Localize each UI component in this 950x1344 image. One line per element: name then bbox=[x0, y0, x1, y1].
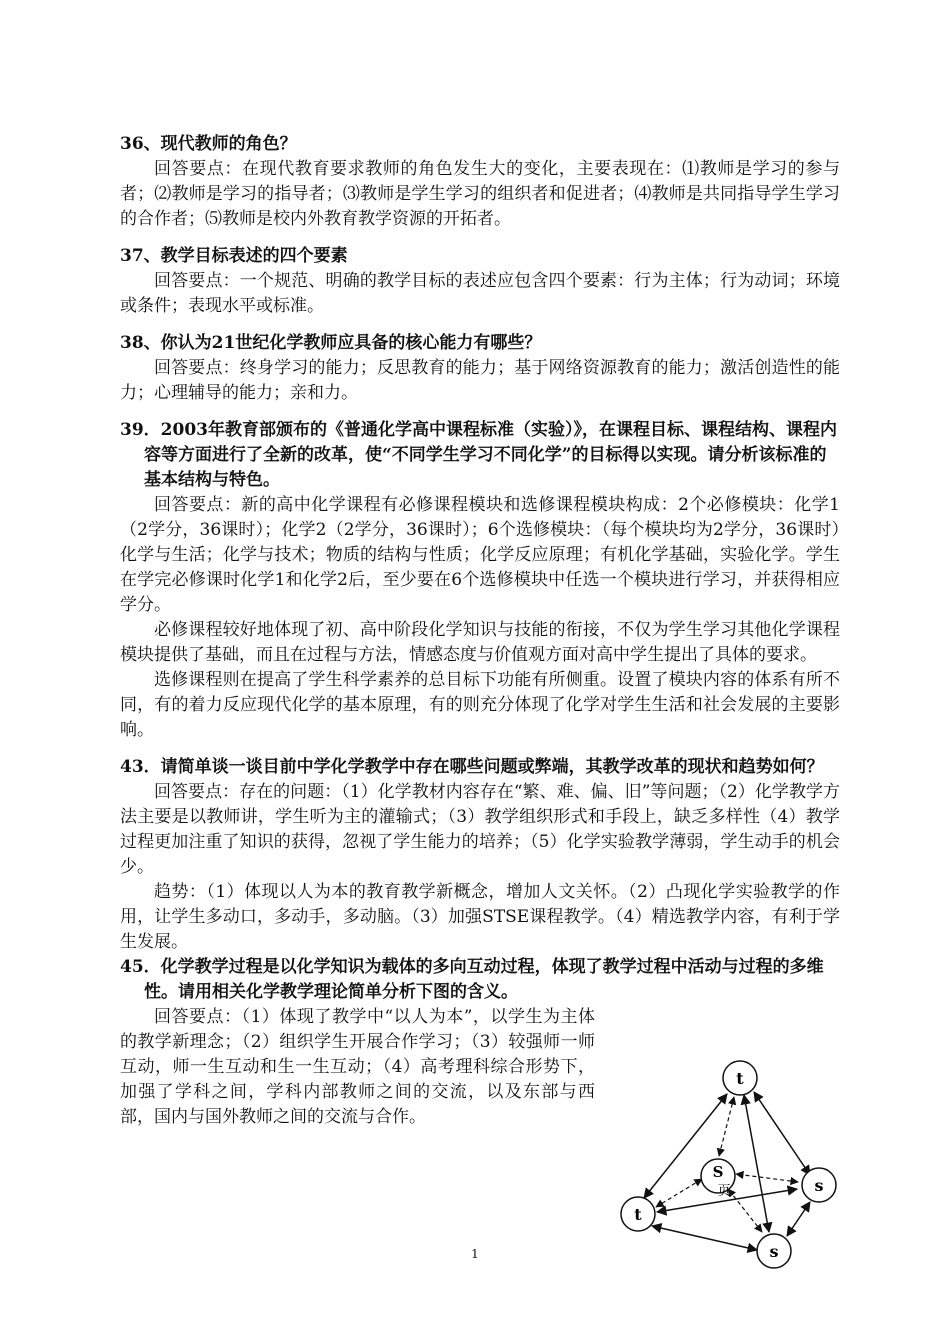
answer-39-p3: 选修课程则在提高了学生科学素养的总目标下功能有所侧重。设置了模块内容的体系有所不同，有的着力反应现代化学的基本原理，有的则充分体现了化学对学生生活和社会发展的主要影响。 bbox=[120, 670, 840, 740]
edge-sright-scenter bbox=[736, 1174, 798, 1182]
answer-38: 回答要点：终身学习的能力；反思教育的能力；基于网络资源教育的能力；激活创造性的能力；心理辅导的能力；亲和力。 bbox=[120, 358, 840, 403]
answer-36: 回答要点：在现代教育要求教师的角色发生大的变化，主要表现在：⑴教师是学习的参与者；⑵教师是学习的指导者；⑶教师是学生学习的组织者和促进者；⑷教师是共同指导学生学习的合作者；⑸教师是校内外教育教学资源的开拓者。 bbox=[120, 159, 840, 229]
question-37: 37、教学目标表述的四个要素 bbox=[120, 246, 348, 266]
node-s-center-sub: 页 bbox=[717, 1184, 731, 1199]
node-s-bottom-label: s bbox=[769, 1242, 779, 1261]
question-43: 43．请简单谈一谈目前中学化学教学中存在哪些问题或弊端，其教学改革的现状和趋势如何？ bbox=[120, 757, 824, 777]
document-body bbox=[120, 132, 840, 1130]
answer-45: 回答要点：（1）体现了教学中“以人为本”，以学生为主体的教学新理念；（2）组织学生开展合作学习；（3）较强师一师互动，师一生互动和生一生互动；（4）高考理科综合形势下，加强了学科之间，学科内部教师之间的交流，以及东部与西部，国内与国外教师之间的交流与合作。 bbox=[120, 1007, 595, 1127]
question-36: 36、现代教师的角色？ bbox=[120, 134, 297, 154]
node-t-top bbox=[723, 1061, 757, 1095]
answer-43-p1: 回答要点：存在的问题：（1）化学教材内容存在“繁、难、偏、旧”等问题；（2）化学教学方法主要是以教师讲，学生听为主的灌输式；（3）教学组织形式和手段上，缺乏多样性（4）教学过程更加注重了知识的获得，忽视了学生能力的培养；（5）化学实验教学薄弱，学生动手的机会少。 bbox=[120, 782, 840, 877]
node-s-center-label: S bbox=[712, 1163, 724, 1181]
question-45: 45．化学教学过程是以化学知识为载体的多向互动过程，体现了教学过程中活动与过程的多维性。请用相关化学教学理论简单分析下图的含义。 bbox=[120, 957, 824, 1002]
edge-ttop-sbottom bbox=[744, 1095, 769, 1232]
answer-43-p2: 趋势：（1）体现以人为本的教育教学新概念，增加人文关怀。（2）凸现化学实验教学的作用，让学生多动口，多动手，多动脑。（3）加强STSE课程教学。（4）精选教学内容，有利于学生发展。 bbox=[120, 882, 840, 952]
question-38: 38、你认为21世纪化学教师应具备的核心能力有哪些？ bbox=[120, 333, 542, 353]
node-t-top-label: t bbox=[736, 1069, 744, 1088]
node-s-center bbox=[701, 1159, 735, 1199]
edge-ttop-sright bbox=[754, 1092, 810, 1175]
answer-39-p1: 回答要点：新的高中化学课程有必修课程模块和选修课程模块构成：2个必修模块：化学1（2学分，36课时）；化学2（2学分，36课时）；6个选修模块：（每个模块均为2学分，36课时）化学与生活；化学与技术；物质的结构与性质；化学反应原理；有机化学基础，实验化学。学生在学完必修课时化学1和化学2后，至少要在6个选修模块中任选一个模块进行学习，并获得相应学分。 bbox=[120, 495, 840, 615]
edge-ttop-scenter bbox=[719, 1097, 734, 1156]
node-t-left bbox=[621, 1197, 655, 1231]
question-39: 39．2003年教育部颁布的《普通化学高中课程标准（实验）》，在课程目标、课程结构、课程内容等方面进行了全新的改革，使“不同学生学习不同化学”的目标得以实现。请分析该标准的基本结构与特色。 bbox=[120, 420, 837, 490]
node-s-right-label: s bbox=[814, 1176, 824, 1195]
node-t-left-label: t bbox=[634, 1205, 642, 1224]
answer-37: 回答要点：一个规范、明确的教学目标的表述应包含四个要素：行为主体；行为动词；环境或条件；表现水平或标准。 bbox=[120, 271, 840, 316]
node-s-right bbox=[802, 1168, 836, 1202]
page-number: 1 bbox=[471, 1247, 479, 1261]
edge-tleft-scenter bbox=[656, 1179, 702, 1207]
edge-sright-sbottom bbox=[787, 1202, 810, 1236]
answer-39-p2: 必修课程较好地体现了初、高中阶段化学知识与技能的衔接，不仅为学生学习其他化学课程模块提供了基础，而且在过程与方法，情感态度与价值观方面对高中学生提出了具体的要求。 bbox=[120, 620, 840, 665]
